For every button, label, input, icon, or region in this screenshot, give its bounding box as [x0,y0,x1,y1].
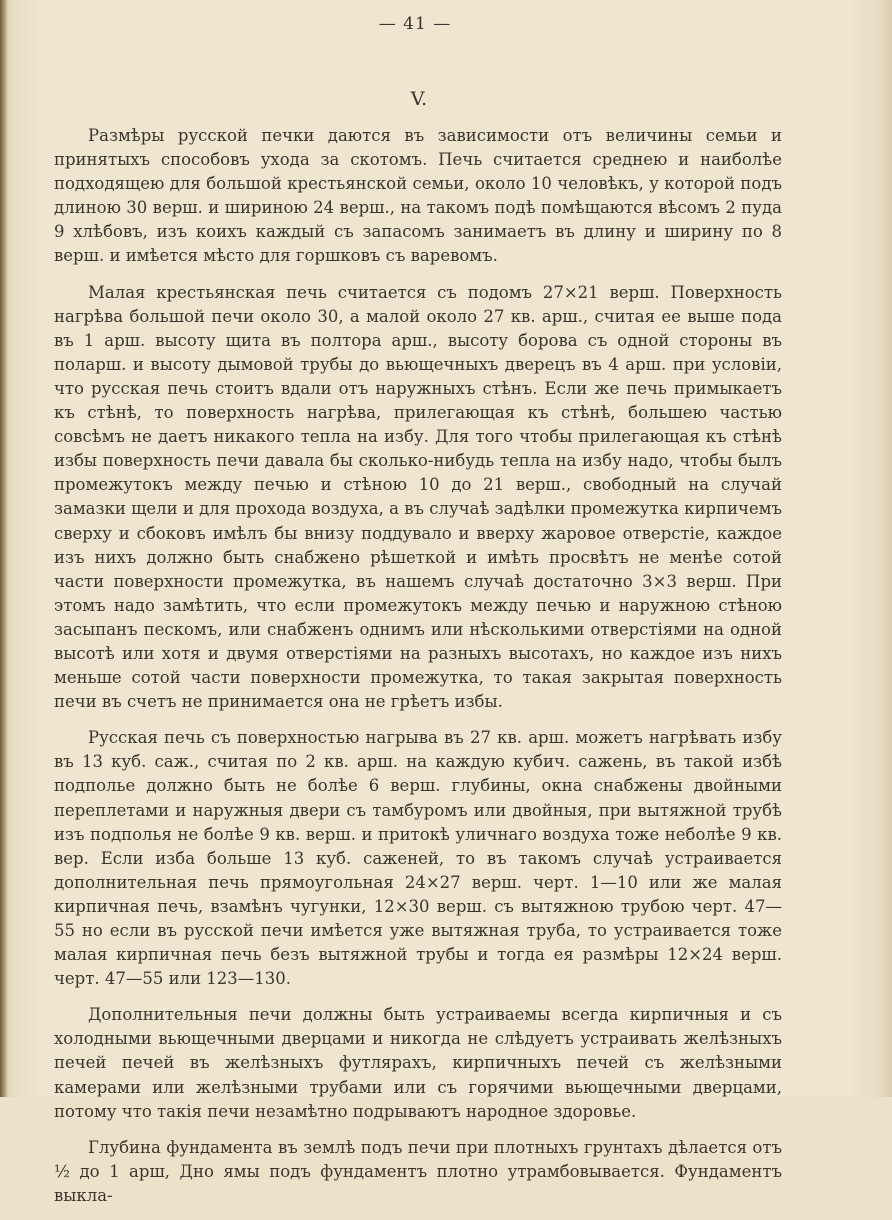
page-binding-edge [0,0,8,1097]
chapter-heading: V. [410,88,428,110]
paragraph-4: Дополнительныя печи должны быть устраиваемы всегда кирпичныя и съ холодными вьющечными дверцами и никогда не слѣдуетъ устраивать желѣзныхъ печей печей въ желѣзныхъ футлярахъ, кирпичныхъ печей съ желѣзными камерами или желѣзными трубами или съ горячими вьющечными дверцами, потому что такія печи незамѣтно подрываютъ народное здоровье. [54,1005,782,1121]
paragraph-1: Размѣры русской печки даются въ зависимости отъ величины семьи и принятыхъ способовъ ухода за скотомъ. Печь считается среднею и наиболѣе подходящею для большой крестьянской семьи, около 10 человѣкъ, у которой подъ длиною 30 верш. и шириною 24 верш., на такомъ подѣ помѣщаются вѣсомъ 2 пуда 9 хлѣбовъ, изъ коихъ каждый съ запасомъ занимаетъ въ длину и ширину по 8 верш. и имѣется мѣсто для горшковъ съ варевомъ. [54,126,782,266]
paragraph-3: Русская печь съ поверхностью нагрыва въ 27 кв. арш. можетъ нагрѣвать избу въ 13 куб. саж., считая по 2 кв. арш. на каждую кубич. сажень, въ такой избѣ подполье должно быть не болѣе 6 верш. глубины, окна снабжены двойными переплетами и наружныя двери съ тамбуромъ или двойныя, при вытяжной трубѣ изъ подполья не болѣе 9 кв. верш. и притокѣ уличнаго воздуха тоже неболѣе 9 кв. вер. Если изба больше 13 куб. саженей, то въ такомъ случаѣ устраивается дополнительная печь прямоугольная 24×27 верш. черт. 1—10 или же малая кирпичная печь, взамѣнъ чугунки, 12×30 верш. съ вытяжною трубою черт. 47—55 но если въ русской печи имѣется уже вытяжная труба, то устраивается тоже малая кирпичная печь безъ вытяжной трубы и тогда ея размѣры 12×24 верш. черт. 47—55 или 123—130. [54,728,782,989]
paragraph-5: Глубина фундамента въ землѣ подъ печи при плотныхъ грунтахъ дѣлается отъ ½ до 1 арш, Дно ямы подъ фундаментъ плотно утрамбовывается. Фундаментъ выкла- [54,1137,782,1205]
paragraph-2: Малая крестьянская печь считается съ подомъ 27×21 верш. Поверхность нагрѣва большой печи около 30, а малой около 27 кв. арш., считая ее выше пода въ 1 арш. высоту щита въ полтора арш., высоту борова съ одной стороны въ поларш. и высоту дымовой трубы до вьющечныхъ дверецъ въ 4 арш. при условіи, что русская печь стоитъ вдали отъ наружныхъ стѣнъ. Если же печь примыкаетъ къ стѣнѣ, то поверхность нагрѣва, прилегающая къ стѣнѣ, большею частью совсѣмъ не даетъ никакого тепла на избу. Для того чтобы прилегающая къ стѣнѣ избы поверхность печи давала бы сколько-нибудь тепла на избу надо, чтобы былъ промежутокъ между печью и стѣною 10 до 21 верш., свободный на случай замазки щели и для прохода воздуха, а въ случаѣ задѣлки промежутка кирпичемъ сверху и сбоковъ имѣлъ бы внизу поддувало и вверху жаровое отверстіе, каждое изъ нихъ должно быть снабжено рѣшеткой и имѣть просвѣтъ не менѣе сотой части поверхности промежутка, въ нашемъ случаѣ достаточно 3×3 верш. При этомъ надо замѣтить, что если промежутокъ между печью и наружною стѣною засыпанъ пескомъ, или снабженъ однимъ или нѣсколькими отверстіями на одной высотѣ или хотя и двумя отверстіями на разныхъ высотахъ, но каждое изъ нихъ меньше сотой части поверхности промежутка, то такая закрытая поверхность печи въ счетъ не принимается она не грѣетъ избы. [54,282,782,712]
page-number: — 41 — [378,14,452,34]
body-text [54,124,782,1220]
